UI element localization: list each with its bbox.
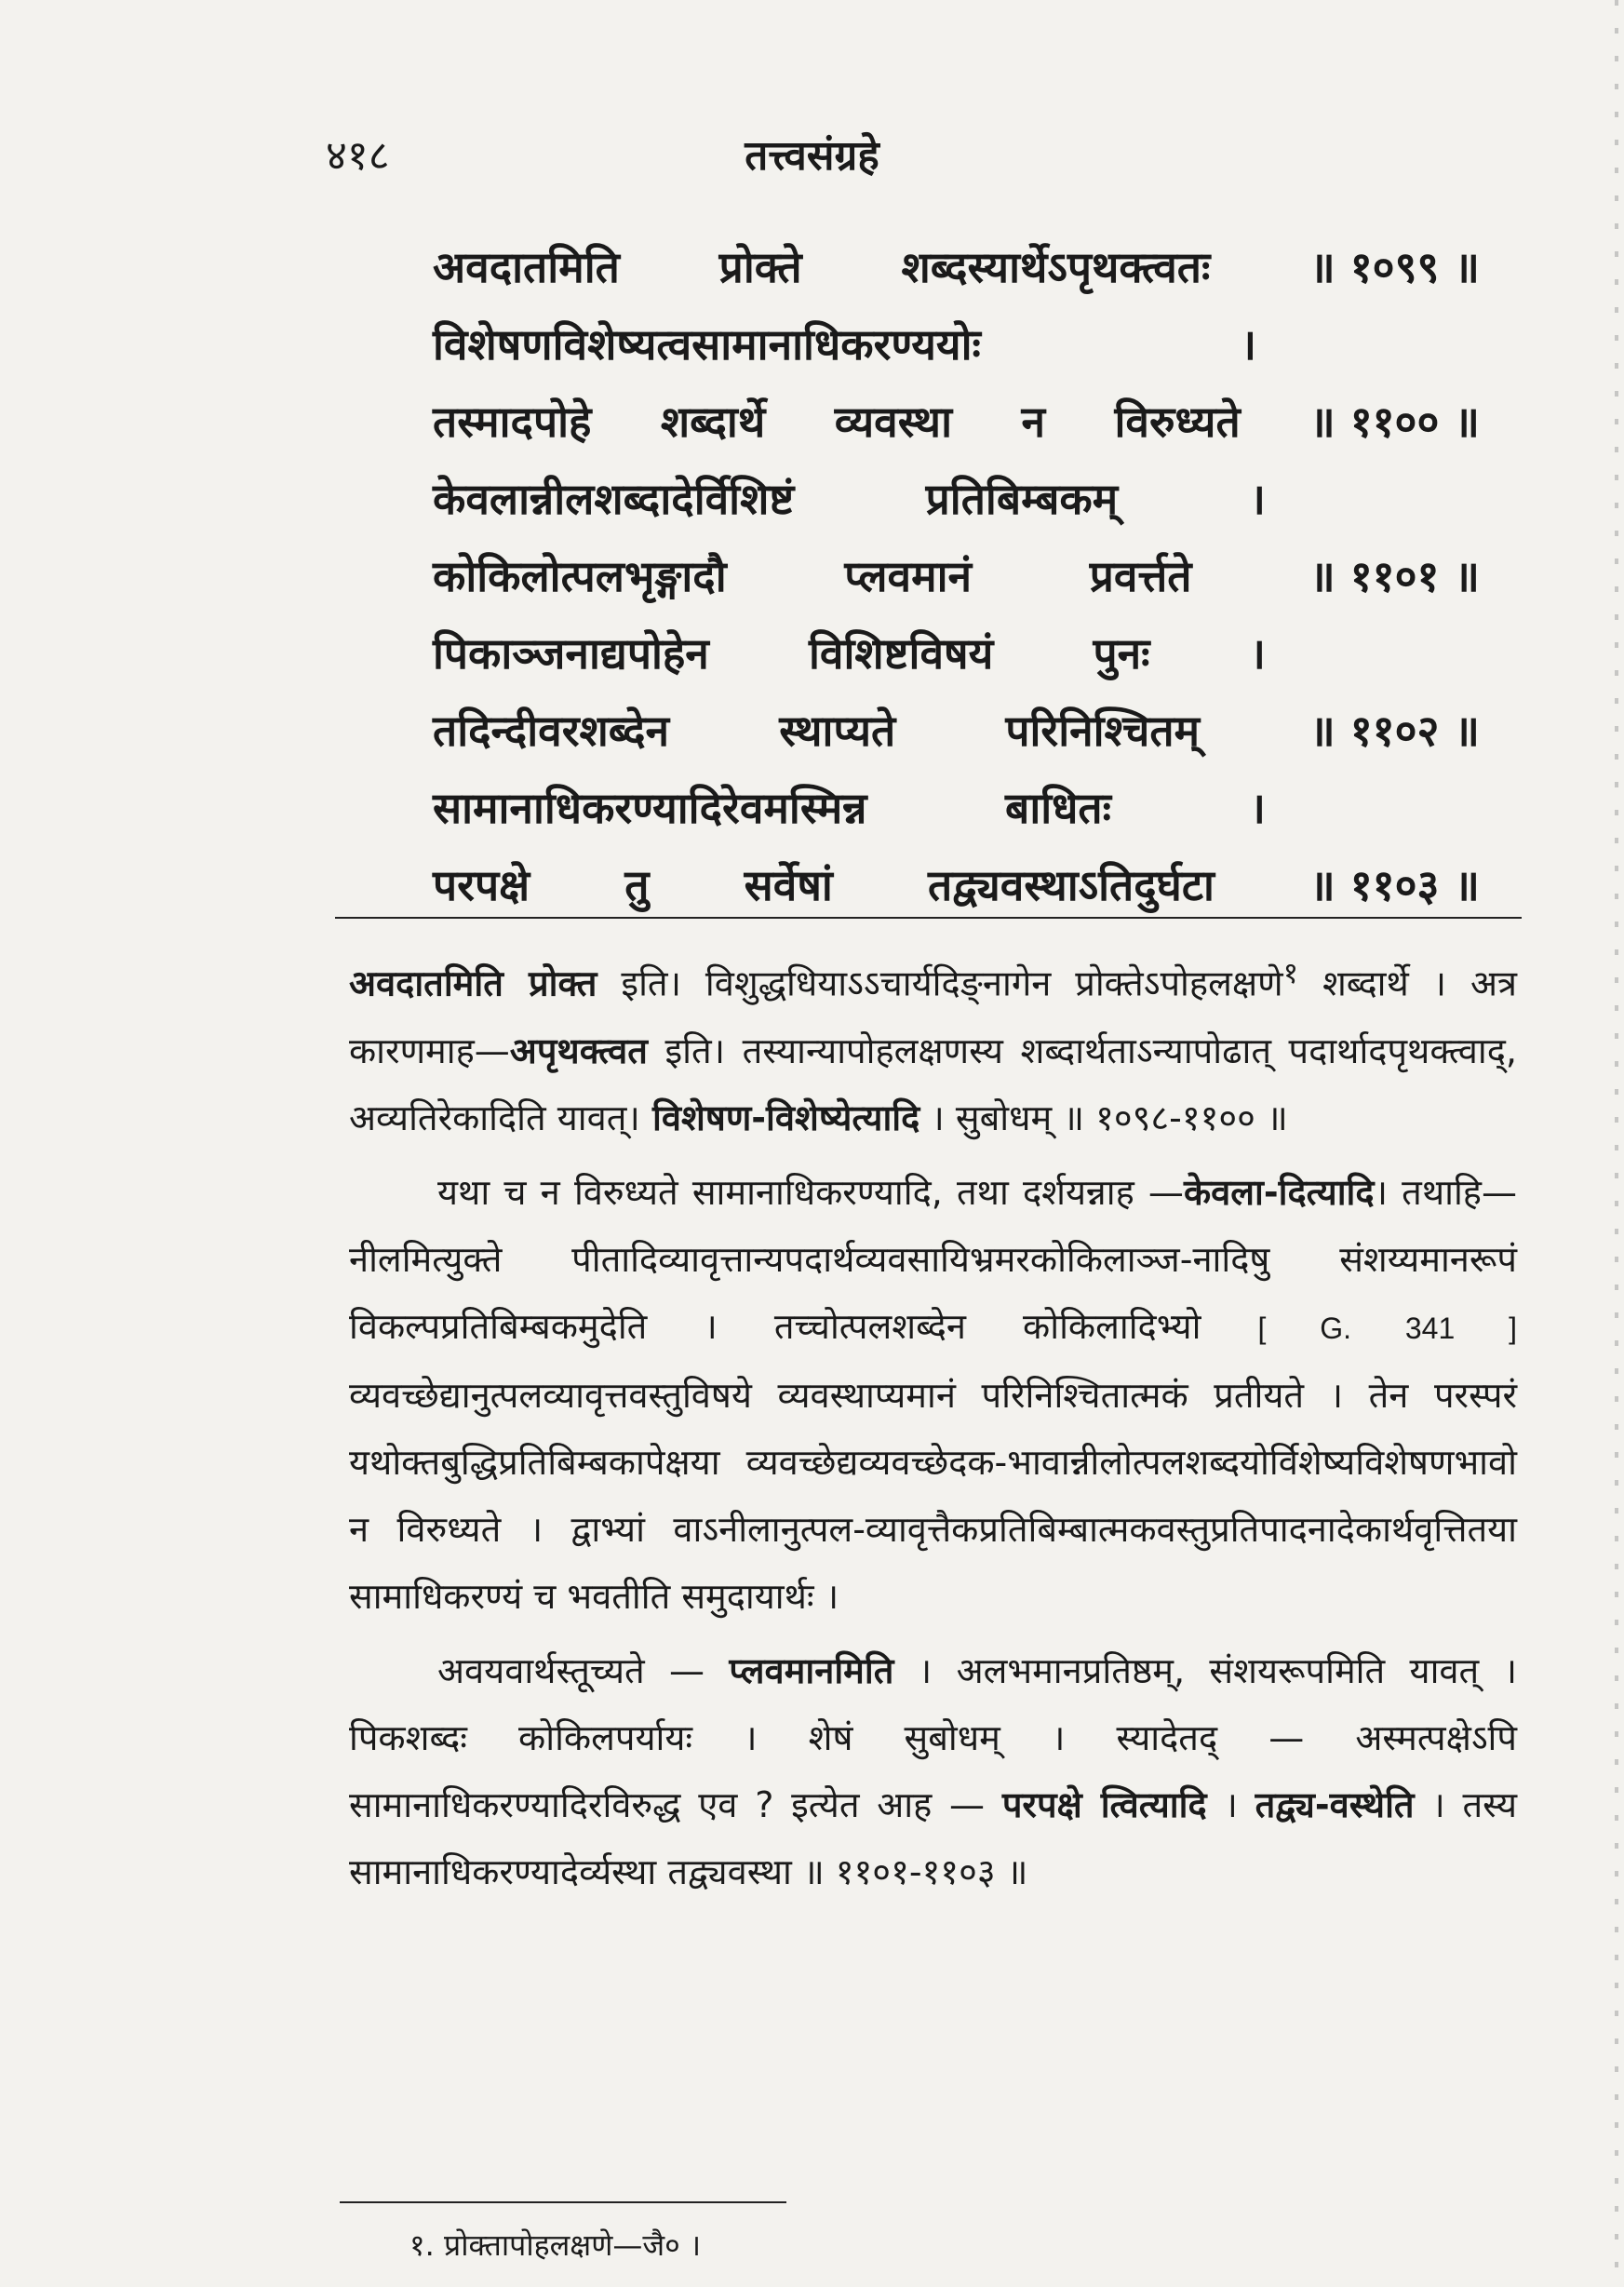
commentary-paragraph: अवयवार्थस्तूच्यते — प्लवमानमिति । अलभमानप्रतिष्ठम्, संशयरूपमिति यावत् । पिकशब्दः कोकिलपर्यायः । शेषं सुबोधम् । स्यादेतद् — अस्मत्पक्षेऽपि सामानाधिकरण्यादिरविरुद्ध एव ? इत्येत आह — परपक्षे त्वित्यादि । तद्व्य-वस्थेति । तस्य सामानाधिकरण्यादेर्व्यस्था तद्व्यवस्था ॥ ११०१-११०३ ॥ bbox=[349, 1649, 1517, 1892]
footnote-divider bbox=[340, 2201, 786, 2203]
page-edge-shadow bbox=[1615, 0, 1618, 2287]
verse-line: तदिन्दीवरशब्देन स्थाप्यते परिनिश्चितम् ॥ ११०२ ॥ bbox=[433, 706, 1480, 756]
verse-line: अवदातमिति प्रोक्ते शब्दस्यार्थेऽपृथक्त्वतः ॥ १०९९ ॥ bbox=[433, 242, 1480, 292]
commentary-text bbox=[349, 940, 1517, 1913]
verse-line: तस्मादपोहे शब्दार्थे व्यवस्था न विरुध्यते ॥ ११०० ॥ bbox=[433, 397, 1480, 447]
footnote-ref: १ bbox=[1282, 957, 1299, 990]
verse-line: पिकाञ्जनाद्यपोहेन विशिष्टविषयं पुनः । bbox=[433, 628, 1266, 679]
commentary-paragraph: यथा च न विरुध्यते सामानाधिकरण्यादि, तथा दर्शयन्नाह —केवला-दित्यादि। तथाहि—नीलमित्युक्ते पीतादिव्यावृत्तान्यपदार्थव्यवसायिभ्रमरकोकिलाञ्ज-नादिषु संशय्यमानरूपं विकल्पप्रतिबिम्बकमुदेति । तच्चोत्पलशब्देन कोकिलादिभ्यो [ G. 341 ] व्यवच्छेद्यानुत्पलव्यावृत्तवस्तुविषये व्यवस्थाप्यमानं परिनिश्चितात्मकं प्रतीयते । तेन परस्परं यथोक्तबुद्धिप्रतिबिम्बकापेक्षया व्यवच्छेद्यव्यवच्छेदक-भावान्नीलोत्पलशब्दयोर्विशेष्यविशेषणभावो न विरुध्यते । द्वाभ्यां वाऽनीलानुत्पल-व्यावृत्तैकप्रतिबिम्बात्मकवस्तुप्रतिपादनादेकार्थवृत्तितया सामाधिकरण्यं च भवतीति समुदायार्थः । bbox=[349, 1171, 1517, 1617]
section-divider bbox=[335, 917, 1522, 919]
verse-line: विशेषणविशेष्यत्वसामानाधिकरण्ययोः । bbox=[433, 319, 1256, 370]
verse-line: केवलान्नीलशब्दादेर्विशिष्टं प्रतिबिम्बकम् । bbox=[433, 474, 1266, 524]
footnote: १. प्रोक्तापोहलक्षणे—जै० । bbox=[409, 2227, 702, 2263]
verse-line: सामानाधिकरण्यादिरेवमस्मिन्न बाधितः । bbox=[433, 783, 1266, 833]
commentary-paragraph: अवदातमिति प्रोक्त इति। विशुद्धधियाऽऽचार्यदिङ्नागेन प्रोक्तेऽपोहलक्षणे$^१$ शब्दार्थे । अत्र कारणमाह—अपृथक्त्वत इति। तस्यान्यापोहलक्षणस्य शब्दार्थताऽन्यापोढात् पदार्थादपृथक्त्वाद्, अव्यतिरेकादिति यावत्। विशेषण-विशेष्येत्यादि । सुबोधम् ॥ १०९८-११०० ॥ bbox=[349, 957, 1517, 1138]
page-number: ४१८ bbox=[326, 132, 390, 180]
verse-line: परपक्षे तु सर्वेषां तद्व्यवस्थाऽतिदुर्घटा ॥ ११०३ ॥ bbox=[433, 860, 1480, 910]
edition-page-marker: [ G. 341 ] bbox=[1257, 1311, 1517, 1345]
verse-line: कोकिलोत्पलभृङ्गादौ प्लवमानं प्रवर्त्तते ॥ ११०१ ॥ bbox=[433, 551, 1480, 601]
running-title: तत्त्वसंग्रहे bbox=[745, 132, 879, 180]
